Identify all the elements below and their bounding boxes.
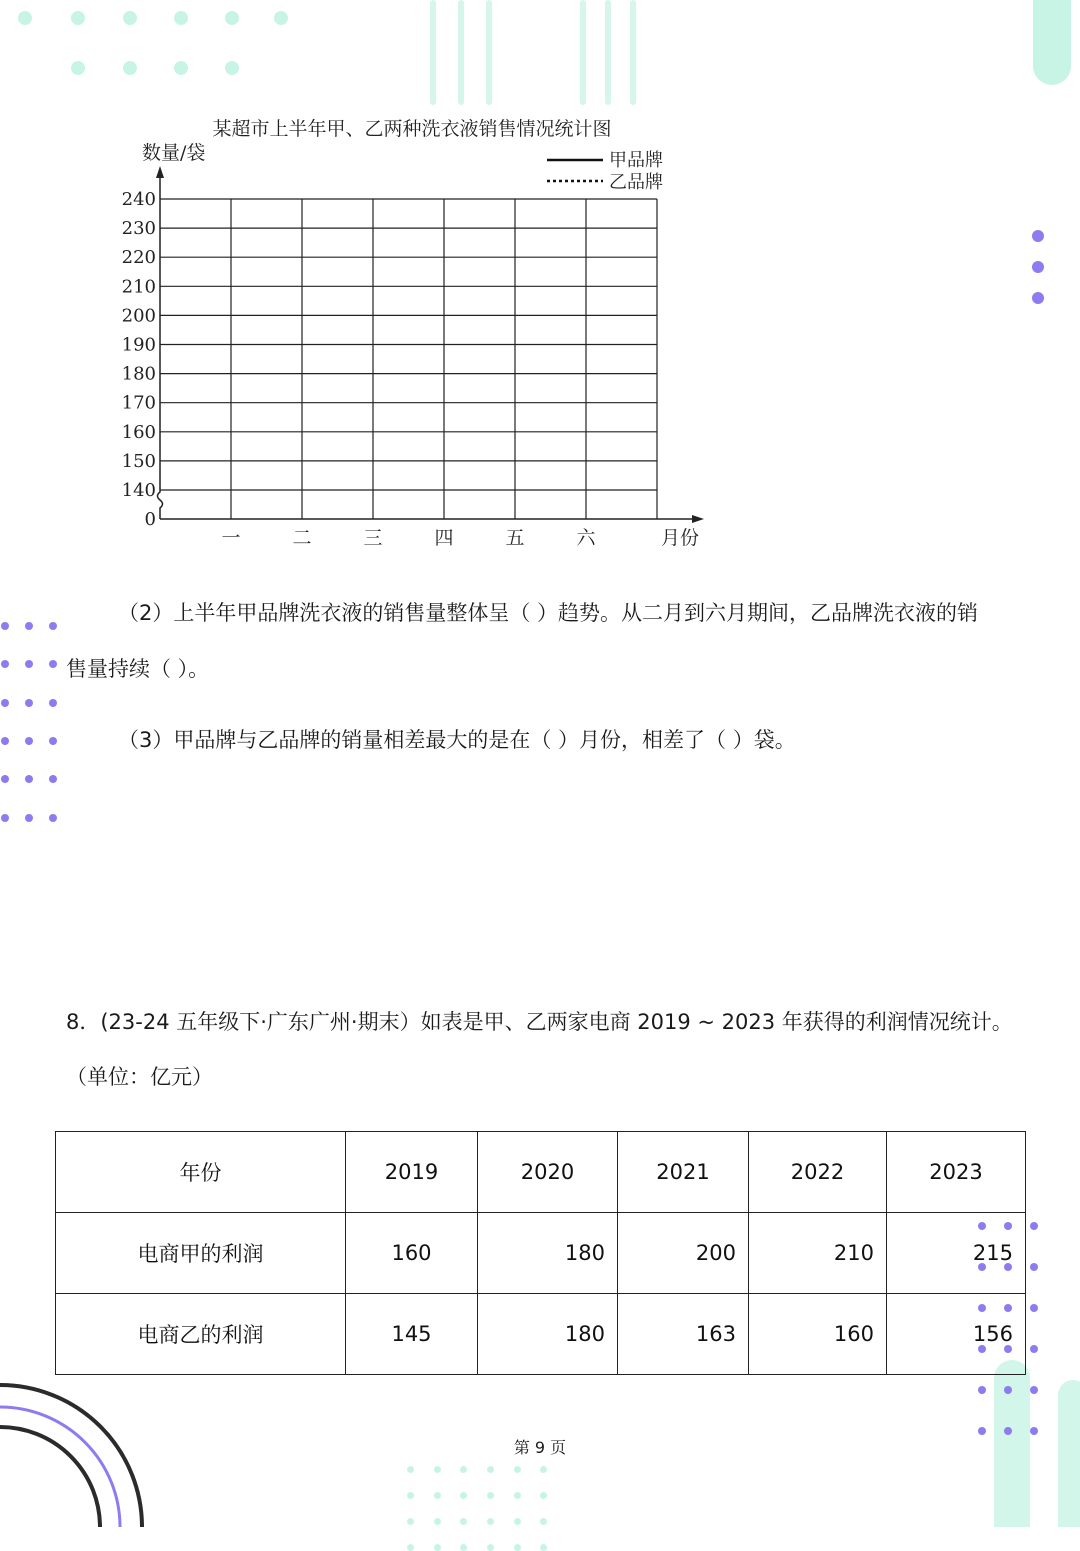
decor-dot	[514, 1544, 521, 1551]
decor-dot	[460, 1518, 467, 1525]
decor-dot	[174, 61, 188, 75]
x-axis-label: 月份	[660, 527, 700, 549]
decor-dot	[540, 1544, 547, 1551]
decor-dot	[71, 61, 85, 75]
y-tick-label: 230	[121, 218, 156, 240]
decor-dot	[25, 814, 33, 822]
table-cell: 180	[478, 1213, 618, 1294]
decor-dot	[123, 61, 137, 75]
decor-dot	[71, 11, 85, 25]
decor-dot	[18, 11, 32, 25]
decor-dot	[225, 11, 239, 25]
table-cell: 210	[749, 1213, 887, 1294]
decor-dot	[1, 775, 9, 783]
decor-pill-top-right	[1033, 0, 1071, 85]
decor-dot	[25, 699, 33, 707]
decor-dot	[25, 775, 33, 783]
legend-label: 甲品牌	[609, 150, 663, 171]
decor-dot	[1032, 292, 1044, 304]
legend-label: 乙品牌	[609, 172, 663, 193]
decor-dot	[434, 1544, 441, 1551]
table-cell: 163	[618, 1294, 749, 1375]
question-3: （3）甲品牌与乙品牌的销量相差最大的是在（ ）月份，相差了（ ）袋。	[118, 728, 796, 752]
question-8-unit: （单位：亿元）	[66, 1065, 213, 1089]
table-row	[56, 1294, 1026, 1375]
table-cell: 215	[887, 1213, 1026, 1294]
decor-dot	[540, 1466, 547, 1473]
table-cell: 180	[478, 1294, 618, 1375]
decor-dot	[407, 1518, 414, 1525]
decor-dot	[434, 1492, 441, 1499]
decor-dot	[540, 1518, 547, 1525]
table-header-cell: 年份	[56, 1132, 346, 1213]
y-tick-label: 220	[121, 247, 156, 269]
table-row-label: 电商甲的利润	[56, 1213, 346, 1294]
line-chart	[100, 110, 720, 560]
decor-dot	[514, 1518, 521, 1525]
x-tick-label: 五	[505, 527, 525, 549]
chart-svg	[100, 110, 720, 560]
y-tick-label: 160	[121, 421, 156, 443]
decor-dot	[1, 660, 9, 668]
y-tick-label: 150	[121, 450, 156, 472]
decor-dot	[25, 622, 33, 630]
x-tick-label: 四	[434, 527, 454, 549]
table-header-cell: 2019	[346, 1132, 478, 1213]
table-header-cell: 2023	[887, 1132, 1026, 1213]
y-tick-label: 180	[121, 363, 156, 385]
decor-dot	[1, 737, 9, 745]
decor-dot	[487, 1544, 494, 1551]
table-cell: 200	[618, 1213, 749, 1294]
y-tick-label: 170	[121, 392, 156, 414]
question-2-line-2: 售量持续（ ）。	[66, 657, 210, 681]
decor-dot	[514, 1466, 521, 1473]
decor-dot	[1030, 1222, 1038, 1230]
decor-bars-top	[430, 0, 640, 105]
table-header-cell: 2021	[618, 1132, 749, 1213]
y-axis-label: 数量/袋	[142, 142, 206, 164]
decor-dot	[978, 1386, 986, 1394]
decor-dot	[460, 1492, 467, 1499]
y-tick-label: 190	[121, 334, 156, 356]
table-cell: 145	[346, 1294, 478, 1375]
decor-dot	[49, 622, 57, 630]
decor-dot	[434, 1466, 441, 1473]
x-tick-label: 六	[576, 527, 596, 549]
profit-table	[55, 1131, 1026, 1375]
y-tick-label: 0	[144, 509, 156, 530]
decor-dot	[174, 11, 188, 25]
decor-dot	[487, 1492, 494, 1499]
decor-dot	[1032, 230, 1044, 242]
decor-dot	[49, 699, 57, 707]
decor-dot	[460, 1544, 467, 1551]
table-header-cell: 2022	[749, 1132, 887, 1213]
decor-dot	[407, 1492, 414, 1499]
decor-dot	[1030, 1263, 1038, 1271]
decor-dot	[1, 699, 9, 707]
decor-dot	[1030, 1386, 1038, 1394]
decor-dot	[1030, 1345, 1038, 1353]
decor-dot	[1030, 1427, 1038, 1435]
table-row	[56, 1213, 1026, 1294]
decor-dot	[978, 1427, 986, 1435]
y-axis-arrow	[156, 166, 164, 178]
table-header-cell: 2020	[478, 1132, 618, 1213]
decor-dot	[407, 1466, 414, 1473]
table-header-row	[56, 1132, 1026, 1213]
question-2-line-1: （2）上半年甲品牌洗衣液的销售量整体呈（ ）趋势。从二月到六月期间，乙品牌洗衣液的销	[118, 601, 979, 625]
decor-dot	[49, 775, 57, 783]
chart-title: 某超市上半年甲、乙两种洗衣液销售情况统计图	[212, 118, 612, 140]
y-tick-label: 140	[121, 480, 156, 501]
y-tick-label: 240	[121, 189, 156, 210]
decor-dot	[1032, 261, 1044, 273]
decor-dot	[225, 61, 239, 75]
decor-dot	[487, 1466, 494, 1473]
x-axis-arrow	[692, 515, 704, 523]
y-tick-label: 210	[121, 276, 156, 298]
page-number: 第 9 页	[513, 1438, 567, 1457]
table-cell: 160	[749, 1294, 887, 1375]
decor-dot	[25, 660, 33, 668]
decor-dot	[49, 737, 57, 745]
decor-dot	[540, 1492, 547, 1499]
decor-dot	[25, 737, 33, 745]
decor-dot	[123, 11, 137, 25]
decor-dot	[407, 1544, 414, 1551]
decor-dot	[49, 814, 57, 822]
decor-dot	[1, 622, 9, 630]
x-tick-label: 三	[363, 527, 383, 549]
table-cell: 160	[346, 1213, 478, 1294]
decor-dot	[514, 1492, 521, 1499]
x-tick-label: 二	[292, 527, 312, 549]
decor-dot	[1030, 1304, 1038, 1312]
decor-dot	[434, 1518, 441, 1525]
decor-dot	[487, 1518, 494, 1525]
decor-dot	[460, 1466, 467, 1473]
decor-dot	[1, 814, 9, 822]
decor-dot	[1004, 1386, 1012, 1394]
decor-dot	[49, 660, 57, 668]
decor-dot	[274, 11, 288, 25]
x-tick-label: 一	[221, 527, 241, 549]
table-row-label: 电商乙的利润	[56, 1294, 346, 1375]
table-cell: 156	[887, 1294, 1026, 1375]
y-tick-label: 200	[121, 305, 156, 327]
question-8-line-1: 8．(23-24 五年级下·广东广州·期末）如表是甲、乙两家电商 2019 ~ 2023 年获得的利润情况统计。	[66, 1010, 1013, 1034]
decor-dot	[1004, 1427, 1012, 1435]
